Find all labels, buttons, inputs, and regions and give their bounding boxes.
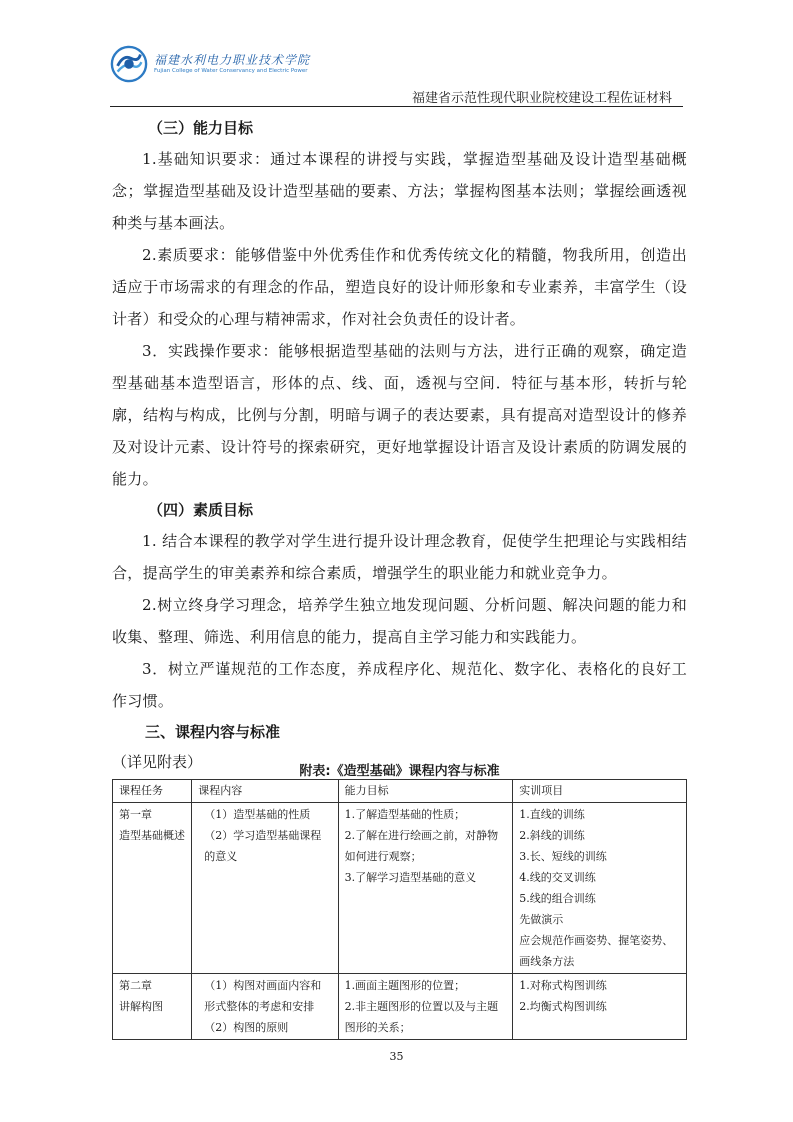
ability-paragraph-1: 1.基础知识要求：通过本课程的讲授与实践，掌握造型基础及设计造型基础概念；掌握造型基础及设计造型基础的要素、方法；掌握构图基本法则；掌握绘画透视种类与基本画法。 — [112, 150, 687, 232]
row2-content-line: （1）构图对画面内容和形式整体的考虑和安排 — [204, 979, 322, 1013]
school-logo-icon — [110, 45, 148, 83]
row2-ability — [338, 974, 513, 1040]
row2-task — [113, 974, 192, 1040]
row1-content — [192, 803, 338, 974]
row2-ability-line: 1.画面主题图形的位置； — [344, 979, 466, 992]
row1-practice — [513, 803, 687, 974]
school-name-en: Fujian College of Water Conservancy and Electric Power — [154, 68, 308, 74]
header-ability: 能力目标 — [338, 780, 513, 803]
header-logo — [110, 45, 311, 85]
row2-content — [192, 974, 338, 1040]
row1-task-line: 造型基础概述 — [119, 829, 185, 842]
content-note: （详见附表） — [112, 753, 203, 771]
page-number: 35 — [389, 1050, 404, 1063]
row1-content-line: （2）学习造型基础课程的意义 — [204, 829, 322, 863]
ability-paragraph-3: 3．实践操作要求：能够根据造型基础的法则与方法，进行正确的观察，确定造型基础基本造型语言，形体的点、线、面，透视与空间．特征与基本形，转折与轮廓，结构与构成，比例与分割，明暗与调子的表达要素，具有提高对造型设计的修养及对设计元素、设计符号的探索研究，更好地掌握设计语言及设计素质的防调发展的能力。 — [112, 342, 687, 488]
row1-practice-line: 1.直线的训练 — [519, 808, 585, 821]
row1-content-line: （1）造型基础的性质 — [204, 808, 311, 821]
header-task: 课程任务 — [113, 780, 192, 803]
quality-heading: （四）素质目标 — [148, 501, 254, 519]
header-content: 课程内容 — [192, 780, 338, 803]
table-caption: 附表:《造型基础》课程内容与标准 — [299, 764, 500, 779]
row1-practice-line: 应会规范作画姿势、握笔姿势、画线条方法 — [519, 934, 674, 968]
table-row — [113, 803, 687, 974]
ability-paragraph-2: 2.素质要求：能够借鉴中外优秀佳作和优秀传统文化的精髓，物我所用，创造出适应于市场需求的有理念的作品，塑造良好的设计师形象和专业素养，丰富学生（设计者）和受众的心理与精神需求，作对社会负责任的设计者。 — [112, 246, 687, 328]
header-divider — [110, 106, 683, 107]
row1-task — [113, 803, 192, 974]
row1-ability-line: 2.了解在进行绘画之前，对静物如何进行观察； — [344, 829, 499, 863]
row1-practice-line: 2.斜线的训练 — [519, 829, 585, 842]
document-body — [112, 113, 687, 777]
row2-task-line: 第二章 — [119, 979, 152, 992]
header-title: 福建省示范性现代职业院校建设工程佐证材料 — [411, 91, 672, 106]
table-header-row — [113, 780, 687, 803]
ability-heading: （三）能力目标 — [148, 119, 254, 137]
quality-paragraph-1: 1. 结合本课程的教学对学生进行提升设计理念教育，促使学生把理论与实践相结合，提高学生的审美素养和综合素质，增强学生的职业能力和就业竞争力。 — [112, 532, 687, 582]
row1-ability — [338, 803, 513, 974]
row2-content-line: （2）构图的原则 — [204, 1021, 289, 1034]
header-practice: 实训项目 — [513, 780, 687, 803]
row1-ability-line: 3.了解学习造型基础的意义 — [344, 871, 477, 884]
row2-practice-line: 2.均衡式构图训练 — [519, 1000, 607, 1013]
quality-paragraph-2: 2.树立终身学习理念，培养学生独立地发现问题、分析问题、解决问题的能力和收集、整理、筛选、利用信息的能力，提高自主学习能力和实践能力。 — [112, 596, 687, 646]
row1-practice-line: 先做演示 — [519, 913, 564, 926]
content-heading: 三、课程内容与标准 — [145, 723, 281, 741]
row1-practice-line: 3.长、短线的训练 — [519, 850, 607, 863]
row2-practice — [513, 974, 687, 1040]
row1-practice-line: 4.线的交叉训练 — [519, 871, 596, 884]
quality-paragraph-3: 3．树立严谨规范的工作态度，养成程序化、规范化、数字化、表格化的良好工作习惯。 — [112, 660, 687, 710]
row1-ability-line: 1.了解造型基础的性质； — [344, 808, 466, 821]
row2-ability-line: 2.非主题图形的位置以及与主题图形的关系； — [344, 1000, 499, 1034]
course-standard-table — [112, 779, 687, 1040]
row2-task-line: 讲解构图 — [119, 1000, 163, 1013]
row1-task-line: 第一章 — [119, 808, 152, 821]
row2-practice-line: 1.对称式构图训练 — [519, 979, 607, 992]
school-name: 福建水利电力职业技术学院 — [154, 53, 311, 67]
row1-practice-line: 5.线的组合训练 — [519, 892, 596, 905]
table-row — [113, 974, 687, 1040]
